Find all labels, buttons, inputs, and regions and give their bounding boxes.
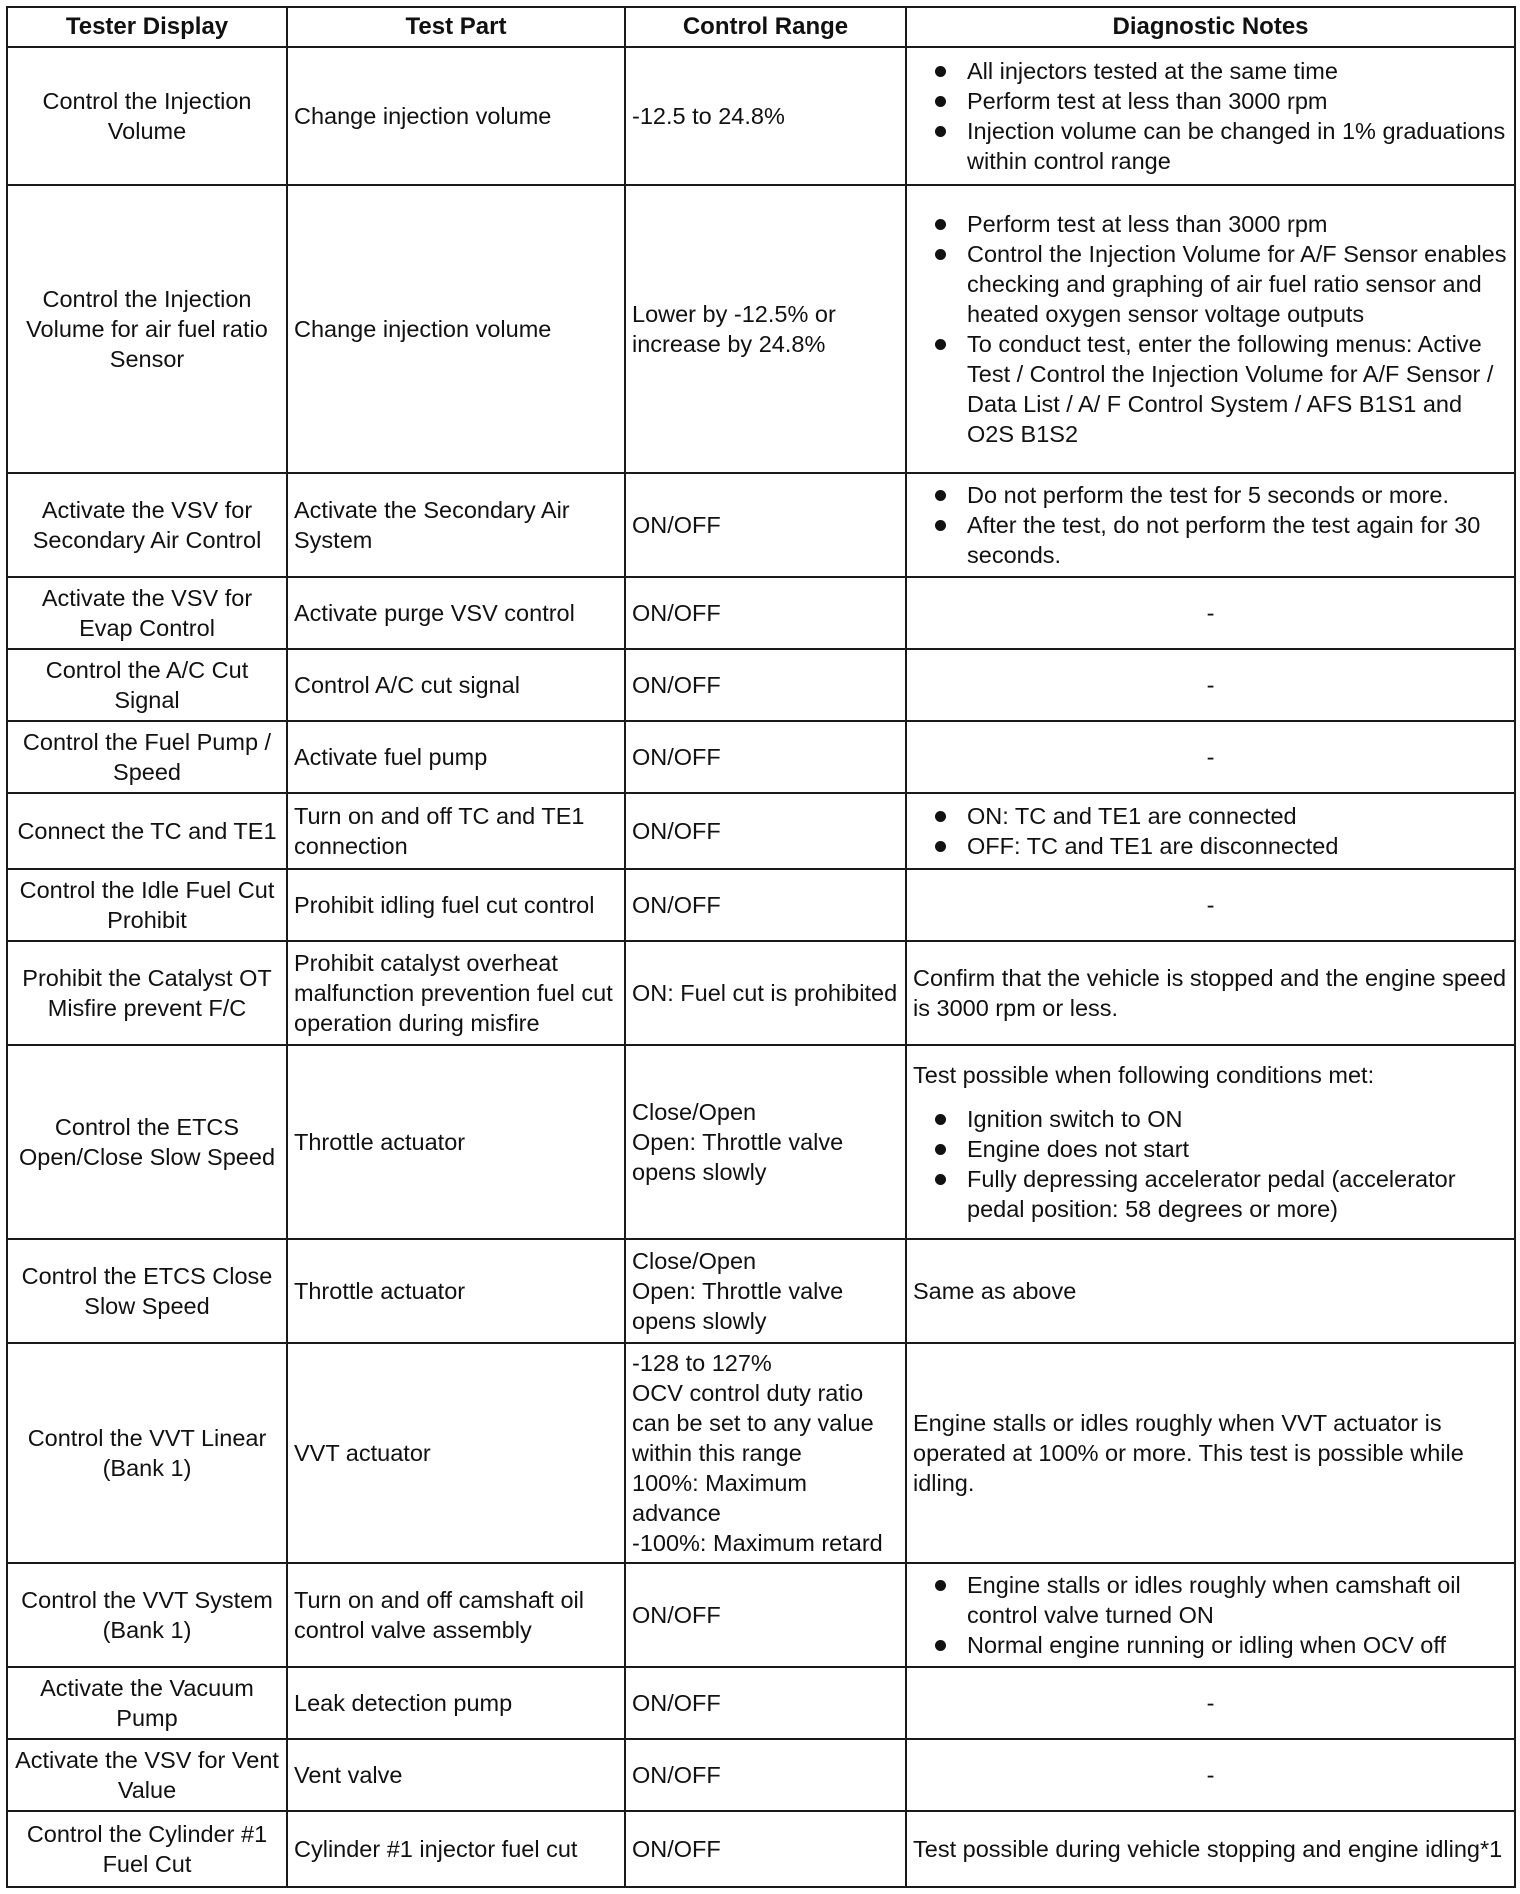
bullet-icon [935, 66, 946, 77]
tester-display-cell: Prohibit the Catalyst OT Misfire prevent F/C [7, 941, 287, 1045]
bullet-text: Do not perform the test for 5 seconds or more. [967, 482, 1449, 508]
active-test-table [6, 6, 1516, 1888]
test-part-cell: Turn on and off TC and TE1 connection [287, 793, 625, 869]
notes-bullet-item [913, 329, 1508, 449]
tester-display-cell: Control the A/C Cut Signal [7, 649, 287, 721]
tester-display-cell: Activate the VSV for Vent Value [7, 1739, 287, 1811]
notes-bullet-list [913, 209, 1508, 449]
notes-bullet-item [913, 116, 1508, 176]
notes-bullet-item [913, 1134, 1508, 1164]
bullet-text: Engine does not start [967, 1136, 1190, 1162]
bullet-icon [935, 96, 946, 107]
table-row [7, 1739, 1515, 1811]
diagnostic-notes-cell [906, 1739, 1515, 1811]
notes-text: - [1206, 600, 1215, 626]
control-range-cell: Close/Open Open: Throttle valve opens slowly [625, 1239, 906, 1343]
bullet-text: Perform test at less than 3000 rpm [967, 211, 1328, 237]
bullet-icon [935, 1174, 946, 1185]
diagnostic-table-page [6, 6, 1514, 1888]
notes-text: - [1206, 1762, 1215, 1788]
bullet-icon [935, 520, 946, 531]
header-test-part: Test Part [287, 7, 625, 47]
control-range-cell: -128 to 127% OCV control duty ratio can be set to any value within this range 100%: Maximum advance -100%: Maximum retard [625, 1343, 906, 1563]
notes-bullet-item [913, 239, 1508, 329]
control-range-cell: ON/OFF [625, 1667, 906, 1739]
control-range-cell: ON/OFF [625, 793, 906, 869]
bullet-text: All injectors tested at the same time [967, 58, 1338, 84]
test-part-cell: Prohibit catalyst overheat malfunction prevention fuel cut operation during misfire [287, 941, 625, 1045]
test-part-cell: Change injection volume [287, 185, 625, 473]
table-row [7, 577, 1515, 649]
header-row [7, 7, 1515, 47]
bullet-text: Fully depressing accelerator pedal (accelerator pedal position: 58 degrees or more) [967, 1166, 1456, 1222]
table-row [7, 649, 1515, 721]
test-part-cell: Cylinder #1 injector fuel cut [287, 1811, 625, 1887]
diagnostic-notes-cell [906, 577, 1515, 649]
diagnostic-notes-cell [906, 1811, 1515, 1887]
notes-bullet-item [913, 86, 1508, 116]
header-diagnostic-notes: Diagnostic Notes [906, 7, 1515, 47]
control-range-cell: Close/Open Open: Throttle valve opens slowly [625, 1045, 906, 1239]
tester-display-cell: Control the VVT System (Bank 1) [7, 1563, 287, 1667]
bullet-text: Perform test at less than 3000 rpm [967, 88, 1328, 114]
bullet-icon [935, 841, 946, 852]
test-part-cell: Throttle actuator [287, 1239, 625, 1343]
header-tester-display: Tester Display [7, 7, 287, 47]
tester-display-cell: Activate the VSV for Evap Control [7, 577, 287, 649]
bullet-icon [935, 126, 946, 137]
control-range-cell: ON/OFF [625, 649, 906, 721]
notes-text: Engine stalls or idles roughly when VVT actuator is operated at 100% or more. This test is possible while idling. [913, 1410, 1464, 1496]
bullet-icon [935, 1580, 946, 1591]
notes-text: Same as above [913, 1278, 1077, 1304]
control-range-cell: ON/OFF [625, 1739, 906, 1811]
test-part-cell: Leak detection pump [287, 1667, 625, 1739]
table-row [7, 1667, 1515, 1739]
table-row [7, 1045, 1515, 1239]
notes-bullet-item [913, 480, 1508, 510]
bullet-icon [935, 1144, 946, 1155]
control-range-cell: Lower by -12.5% or increase by 24.8% [625, 185, 906, 473]
table-row [7, 473, 1515, 577]
notes-bullet-list [913, 801, 1508, 861]
notes-bullet-item [913, 1570, 1508, 1630]
diagnostic-notes-cell [906, 1563, 1515, 1667]
control-range-cell: ON/OFF [625, 721, 906, 793]
test-part-cell: Prohibit idling fuel cut control [287, 869, 625, 941]
bullet-icon [935, 219, 946, 230]
notes-bullet-item [913, 56, 1508, 86]
table-body [7, 47, 1515, 1887]
notes-text: Confirm that the vehicle is stopped and the engine speed is 3000 rpm or less. [913, 965, 1507, 1021]
diagnostic-notes-cell [906, 473, 1515, 577]
notes-bullet-item [913, 1630, 1508, 1660]
diagnostic-notes-cell [906, 185, 1515, 473]
tester-display-cell: Activate the Vacuum Pump [7, 1667, 287, 1739]
diagnostic-notes-cell [906, 941, 1515, 1045]
table-row [7, 941, 1515, 1045]
notes-bullet-item [913, 831, 1508, 861]
tester-display-cell: Control the Idle Fuel Cut Prohibit [7, 869, 287, 941]
table-row [7, 1239, 1515, 1343]
bullet-icon [935, 811, 946, 822]
diagnostic-notes-cell [906, 869, 1515, 941]
tester-display-cell: Control the ETCS Open/Close Slow Speed [7, 1045, 287, 1239]
notes-bullet-item [913, 1164, 1508, 1224]
tester-display-cell: Control the Injection Volume for air fuel ratio Sensor [7, 185, 287, 473]
test-part-cell: Throttle actuator [287, 1045, 625, 1239]
bullet-icon [935, 249, 946, 260]
bullet-icon [935, 1640, 946, 1651]
diagnostic-notes-cell [906, 1045, 1515, 1239]
table-row [7, 1343, 1515, 1563]
test-part-cell: Activate purge VSV control [287, 577, 625, 649]
bullet-icon [935, 1114, 946, 1125]
notes-bullet-list [913, 1570, 1508, 1660]
tester-display-cell: Connect the TC and TE1 [7, 793, 287, 869]
control-range-cell: ON/OFF [625, 473, 906, 577]
control-range-cell: ON/OFF [625, 869, 906, 941]
table-row [7, 185, 1515, 473]
tester-display-cell: Activate the VSV for Secondary Air Control [7, 473, 287, 577]
diagnostic-notes-cell [906, 47, 1515, 185]
diagnostic-notes-cell [906, 649, 1515, 721]
table-row [7, 869, 1515, 941]
diagnostic-notes-cell [906, 793, 1515, 869]
tester-display-cell: Control the VVT Linear (Bank 1) [7, 1343, 287, 1563]
control-range-cell: -12.5 to 24.8% [625, 47, 906, 185]
bullet-text: Normal engine running or idling when OCV off [967, 1632, 1446, 1658]
test-part-cell: Activate fuel pump [287, 721, 625, 793]
notes-bullet-list [913, 480, 1508, 570]
test-part-cell: Turn on and off camshaft oil control valve assembly [287, 1563, 625, 1667]
test-part-cell: Change injection volume [287, 47, 625, 185]
diagnostic-notes-cell [906, 721, 1515, 793]
tester-display-cell: Control the Cylinder #1 Fuel Cut [7, 1811, 287, 1887]
diagnostic-notes-cell [906, 1239, 1515, 1343]
header-control-range: Control Range [625, 7, 906, 47]
bullet-text: ON: TC and TE1 are connected [967, 803, 1297, 829]
control-range-cell: ON: Fuel cut is prohibited [625, 941, 906, 1045]
bullet-icon [935, 339, 946, 350]
notes-intro: Test possible when following conditions met: [913, 1062, 1375, 1088]
bullet-text: Engine stalls or idles roughly when camshaft oil control valve turned ON [967, 1572, 1461, 1628]
bullet-text: Injection volume can be changed in 1% graduations within control range [967, 118, 1506, 174]
bullet-text: OFF: TC and TE1 are disconnected [967, 833, 1339, 859]
control-range-cell: ON/OFF [625, 1563, 906, 1667]
control-range-cell: ON/OFF [625, 577, 906, 649]
table-row [7, 1811, 1515, 1887]
test-part-cell: Vent valve [287, 1739, 625, 1811]
tester-display-cell: Control the Fuel Pump / Speed [7, 721, 287, 793]
test-part-cell: VVT actuator [287, 1343, 625, 1563]
notes-bullet-item [913, 801, 1508, 831]
bullet-text: To conduct test, enter the following menus: Active Test / Control the Injection Volume for A/F Sensor / Data List / A/ F Control System / AFS B1S1 and O2S B1S2 [967, 331, 1494, 447]
table-row [7, 1563, 1515, 1667]
bullet-text: Control the Injection Volume for A/F Sensor enables checking and graphing of air fuel ratio sensor and heated oxygen sensor voltage outputs [967, 241, 1507, 327]
notes-bullet-item [913, 1104, 1508, 1134]
notes-text: - [1206, 1690, 1215, 1716]
notes-text: Test possible during vehicle stopping and engine idling*1 [913, 1836, 1503, 1862]
notes-text: - [1206, 672, 1215, 698]
notes-bullet-list [913, 56, 1508, 176]
notes-bullet-item [913, 510, 1508, 570]
test-part-cell: Activate the Secondary Air System [287, 473, 625, 577]
tester-display-cell: Control the ETCS Close Slow Speed [7, 1239, 287, 1343]
bullet-icon [935, 490, 946, 501]
bullet-text: Ignition switch to ON [967, 1106, 1183, 1132]
table-row [7, 793, 1515, 869]
notes-text: - [1206, 744, 1215, 770]
notes-text: - [1206, 892, 1215, 918]
notes-bullet-item [913, 209, 1508, 239]
test-part-cell: Control A/C cut signal [287, 649, 625, 721]
tester-display-cell: Control the Injection Volume [7, 47, 287, 185]
diagnostic-notes-cell [906, 1667, 1515, 1739]
bullet-text: After the test, do not perform the test again for 30 seconds. [967, 512, 1481, 568]
notes-bullet-list [913, 1104, 1508, 1224]
table-row [7, 721, 1515, 793]
control-range-cell: ON/OFF [625, 1811, 906, 1887]
diagnostic-notes-cell [906, 1343, 1515, 1563]
table-row [7, 47, 1515, 185]
